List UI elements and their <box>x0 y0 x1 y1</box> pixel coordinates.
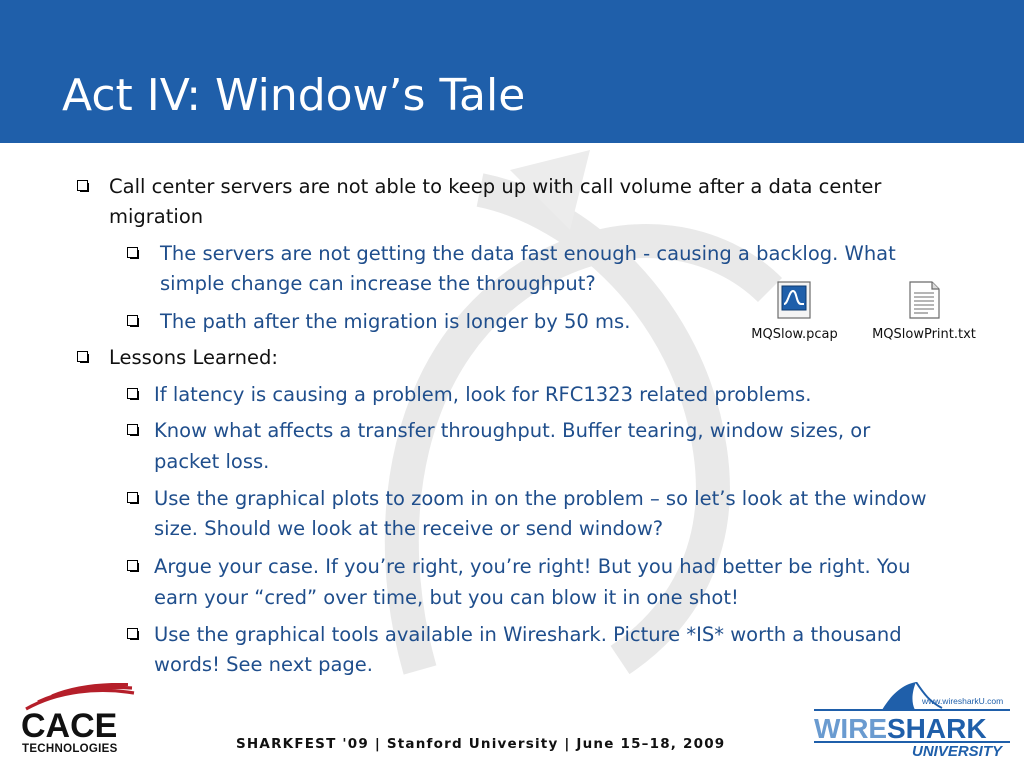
wireshark-logo-text-right: SHARK <box>887 713 987 744</box>
bullet-text: earn your “cred” over time, but you can blow it in one shot! <box>154 586 739 609</box>
checkbox-bullet-icon <box>127 247 138 258</box>
bullet-text: migration <box>109 205 204 228</box>
bullet-text: size. Should we look at the receive or send window? <box>154 517 664 540</box>
bullet-text: The path after the migration is longer by 50 ms. <box>160 310 631 333</box>
checkbox-bullet-icon <box>127 560 138 571</box>
bullet-text: words! See next page. <box>154 653 373 676</box>
file-label: MQSlowPrint.txt <box>872 327 976 342</box>
pcap-file-attachment[interactable] <box>742 280 847 342</box>
wireshark-url: www.wiresharkU.com <box>922 696 1004 706</box>
checkbox-bullet-icon <box>77 180 88 191</box>
bullet-text: Use the graphical tools available in Wireshark. Picture *IS* worth a thousand <box>154 623 902 646</box>
checkbox-bullet-icon <box>127 492 138 503</box>
cace-logo-text: CACE <box>21 707 118 745</box>
bullet-text: Lessons Learned: <box>109 346 278 369</box>
bullet-text: Call center servers are not able to keep up with call volume after a data center <box>109 175 882 198</box>
footer-text: SHARKFEST '09 | Stanford University | June 15–18, 2009 <box>236 736 726 752</box>
wireshark-logo-text-left: WIRE <box>814 713 888 744</box>
bullet-text: packet loss. <box>154 450 270 473</box>
checkbox-bullet-icon <box>127 388 138 399</box>
checkbox-bullet-icon <box>127 628 138 639</box>
checkbox-bullet-icon <box>127 315 138 326</box>
bullet-text: The servers are not getting the data fast enough - causing a backlog. What <box>160 242 896 265</box>
text-file-icon <box>904 280 944 320</box>
cace-logo-subtext: TECHNOLOGIES <box>22 743 118 755</box>
bullet-text: simple change can increase the throughput? <box>160 272 596 295</box>
wireshark-university-text: UNIVERSITY <box>912 743 1003 757</box>
wireshark-university-logo <box>812 682 1012 757</box>
cace-technologies-logo <box>18 683 140 755</box>
txt-file-attachment[interactable] <box>860 280 988 342</box>
slide-title: Act IV: Window’s Tale <box>62 70 526 121</box>
checkbox-bullet-icon <box>127 424 138 435</box>
bullet-text: Know what affects a transfer throughput. Buffer tearing, window sizes, or <box>154 419 871 442</box>
pcap-file-icon <box>775 280 815 320</box>
bullet-text: Argue your case. If you’re right, you’re right! But you had better be right. You <box>154 555 911 578</box>
file-label: MQSlow.pcap <box>751 327 838 342</box>
checkbox-bullet-icon <box>77 351 88 362</box>
bullet-text: If latency is causing a problem, look for RFC1323 related problems. <box>154 383 812 406</box>
bullet-text: Use the graphical plots to zoom in on the problem – so let’s look at the window <box>154 487 927 510</box>
